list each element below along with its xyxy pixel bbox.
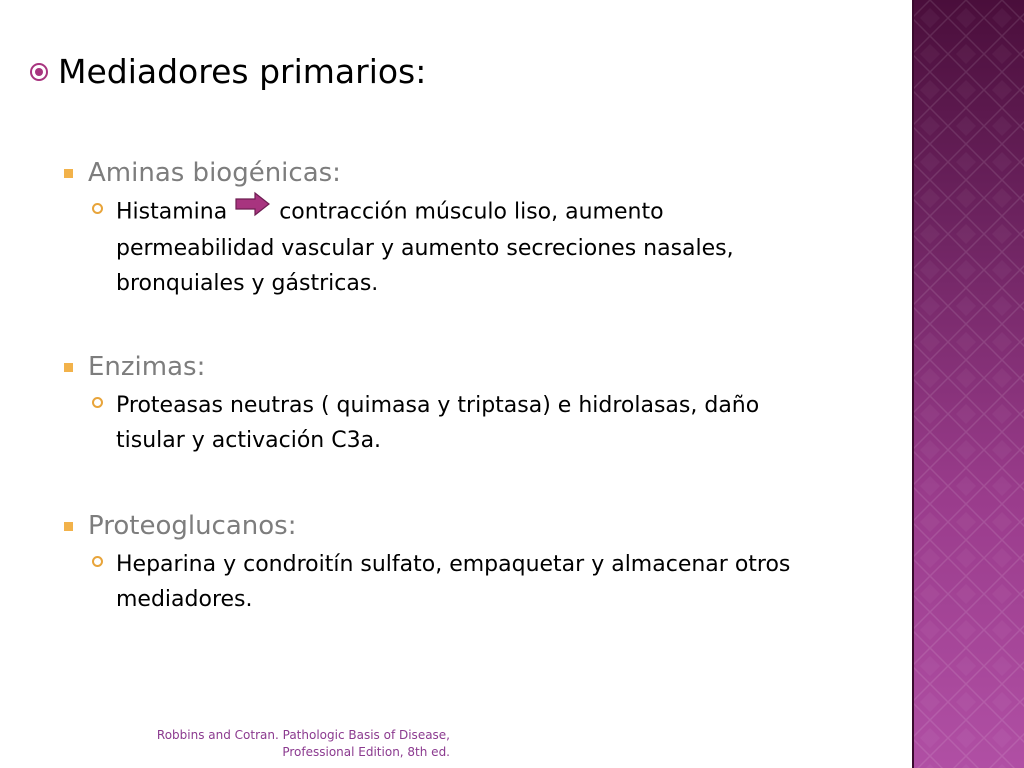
sub-item [64, 547, 906, 617]
section-proteoglucanos [64, 511, 906, 617]
sub-item-text [116, 194, 906, 301]
diamond-pattern [912, 0, 1024, 768]
section-enzimas [64, 352, 906, 458]
radio-bullet-icon [30, 63, 48, 81]
section-aminas [64, 158, 906, 301]
sub-item-line: Proteasas neutras ( quimasa y triptasa) e hidrolasas, daño [116, 393, 760, 418]
radio-bullet-dot [35, 68, 43, 76]
sub-item-text [116, 547, 906, 617]
ring-bullet-icon [92, 203, 103, 214]
sub-item [64, 388, 906, 458]
sub-item-line: Heparina y condroitín sulfato, empaquetar y almacenar otros [116, 552, 791, 577]
sub-item-text [116, 388, 906, 458]
sub-item-line: tisular y activación C3a. [116, 428, 382, 453]
title-row [30, 52, 426, 91]
section-heading-row [64, 158, 906, 188]
sub-item-continuation: contracción músculo liso, aumento [279, 199, 664, 225]
ring-bullet-icon [92, 397, 103, 408]
sub-item [64, 194, 906, 301]
section-heading-row [64, 511, 906, 541]
citation-line: Robbins and Cotran. Pathologic Basis of Disease, [156, 728, 450, 742]
sub-item-line: bronquiales y gástricas. [116, 271, 379, 296]
square-bullet-icon [64, 522, 73, 531]
section-heading: Enzimas: [88, 352, 206, 382]
sub-item-line: permeabilidad vascular y aumento secreciones nasales, [116, 236, 734, 261]
decorative-side-band [912, 0, 1024, 768]
citation [120, 727, 450, 761]
sub-item-line: mediadores. [116, 587, 253, 612]
sub-item-term: Histamina [116, 199, 228, 225]
right-arrow-icon [235, 191, 271, 228]
section-heading: Aminas biogénicas: [88, 158, 341, 188]
ring-bullet-icon [92, 556, 103, 567]
square-bullet-icon [64, 169, 73, 178]
sub-item-line [116, 194, 906, 231]
section-heading-row [64, 352, 906, 382]
square-bullet-icon [64, 363, 73, 372]
section-heading: Proteoglucanos: [88, 511, 297, 541]
citation-line: Professional Edition, 8th ed. [282, 745, 450, 759]
slide-title: Mediadores primarios: [58, 52, 427, 91]
